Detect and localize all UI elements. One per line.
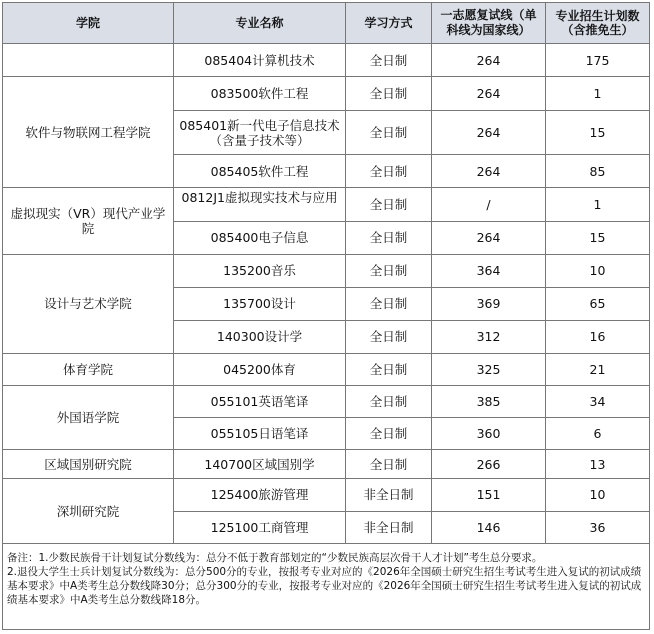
mode-cell: 全日制 [346,254,432,287]
score-cell: 146 [432,511,546,543]
plan-cell: 6 [546,418,650,450]
major-cell: 135700设计 [174,287,346,320]
mode-cell: 全日制 [346,155,432,188]
plan-cell: 15 [546,221,650,254]
admission-table [2,2,650,630]
major-cell: 085400电子信息 [174,221,346,254]
score-cell: 264 [432,77,546,111]
table-row [3,354,650,386]
score-cell: 364 [432,254,546,287]
major-cell: 135200音乐 [174,254,346,287]
score-cell: 369 [432,287,546,320]
major-cell: 085405软件工程 [174,155,346,188]
plan-cell: 34 [546,386,650,418]
plan-cell: 85 [546,155,650,188]
plan-cell: 175 [546,44,650,77]
header-score-text: 一志愿复试线（单科线为国家线） [440,8,537,37]
header-major: 专业名称 [174,3,346,44]
score-cell: 266 [432,450,546,479]
plan-cell: 65 [546,287,650,320]
table-row [3,188,650,221]
major-cell: 083500软件工程 [174,77,346,111]
header-school: 学院 [3,3,174,44]
score-cell: 325 [432,354,546,386]
note-line: 备注：1.少数民族骨干计划复试分数线为：总分不低于教育部划定的“少数民族高层次骨干人才计划”考生总分要求。 [7,551,543,564]
table-row [3,386,650,418]
major-cell: 140300设计学 [174,320,346,353]
plan-cell: 36 [546,511,650,543]
plan-cell: 21 [546,354,650,386]
mode-cell: 全日制 [346,354,432,386]
header-plan: 专业招生计划数（含推免生） [546,3,650,44]
mode-cell: 全日制 [346,77,432,111]
school-cell: 区域国别研究院 [3,450,174,479]
score-cell: 264 [432,44,546,77]
major-cell: 085404计算机技术 [174,44,346,77]
school-cell: 外国语学院 [3,386,174,450]
major-cell-text: 0812J1虚拟现实技术与应用 [181,189,338,205]
major-cell: 045200体育 [174,354,346,386]
major-cell: 055105日语笔译 [174,418,346,450]
major-cell: 140700区域国别学 [174,450,346,479]
plan-cell: 1 [546,188,650,221]
major-cell: 125400旅游管理 [174,479,346,511]
major-cell: 085401新一代电子信息技术（含量子技术等） [174,111,346,155]
school-cell [3,44,174,77]
header-score [432,3,546,44]
header-mode: 学习方式 [346,3,432,44]
school-cell: 软件与物联网工程学院 [3,77,174,188]
mode-cell: 全日制 [346,320,432,353]
table-row [3,77,650,111]
table-row [3,44,650,77]
plan-cell: 10 [546,254,650,287]
notes-row [3,543,650,629]
header-row [3,3,650,44]
mode-cell: 全日制 [346,418,432,450]
score-cell: 312 [432,320,546,353]
mode-cell: 全日制 [346,386,432,418]
school-cell: 虚拟现实（VR）现代产业学院 [3,188,174,254]
score-cell: 151 [432,479,546,511]
table-row [3,254,650,287]
score-cell: 264 [432,221,546,254]
mode-cell: 非全日制 [346,479,432,511]
note-line: 2.退役大学生士兵计划复试分数线为：总分500分的专业，按报考专业对应的《2026年全国硕士研究生招生考试考生进入复试的初试成绩基本要求》中A类考生总分数线降30分；总分300分的专业，按报考专业对应的《2026年全国硕士研究生招生考试考生进入复试的初试成绩基本要求》中A类考生总分数线降18分。 [7,565,642,606]
mode-cell: 全日制 [346,44,432,77]
table-row [3,450,650,479]
plan-cell: 10 [546,479,650,511]
mode-cell: 全日制 [346,287,432,320]
major-cell [174,188,346,221]
score-cell: 264 [432,155,546,188]
plan-cell: 15 [546,111,650,155]
score-cell: 385 [432,386,546,418]
score-cell: / [432,188,546,221]
school-cell: 体育学院 [3,354,174,386]
mode-cell: 非全日制 [346,511,432,543]
plan-cell: 13 [546,450,650,479]
mode-cell: 全日制 [346,188,432,221]
mode-cell: 全日制 [346,221,432,254]
table-row [3,479,650,511]
mode-cell: 全日制 [346,111,432,155]
major-cell: 055101英语笔译 [174,386,346,418]
school-cell: 设计与艺术学院 [3,254,174,353]
mode-cell: 全日制 [346,450,432,479]
major-cell: 125100工商管理 [174,511,346,543]
notes-cell [3,543,650,629]
plan-cell: 16 [546,320,650,353]
plan-cell: 1 [546,77,650,111]
school-cell: 深圳研究院 [3,479,174,543]
score-cell: 264 [432,111,546,155]
score-cell: 360 [432,418,546,450]
